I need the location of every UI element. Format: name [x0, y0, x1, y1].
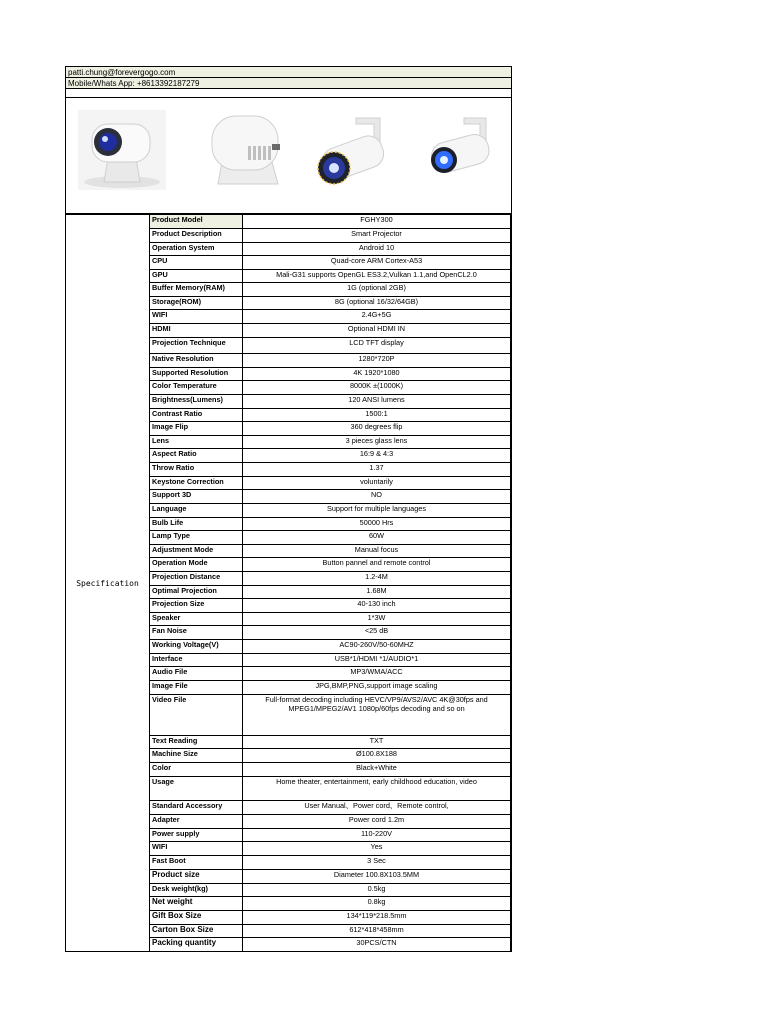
blank-row — [65, 88, 511, 97]
spec-value: Ø100.8X188 — [243, 749, 511, 763]
spec-label: Supported Resolution — [150, 368, 243, 381]
spec-label: Video File — [150, 695, 243, 736]
projector-front-view — [78, 110, 166, 190]
spec-label: GPU — [150, 270, 243, 283]
spec-label: Net weight — [150, 897, 243, 911]
spec-label: Text Reading — [150, 736, 243, 749]
spec-value: 3 Sec — [243, 856, 511, 870]
spec-label: Buffer Memory(RAM) — [150, 283, 243, 297]
spec-value: NO — [243, 490, 511, 504]
spec-value: 612*418*458mm — [243, 925, 511, 938]
spec-label: Language — [150, 504, 243, 518]
spec-label: Product Description — [150, 229, 243, 243]
spec-label: Throw Ratio — [150, 463, 243, 477]
spec-label: Adapter — [150, 815, 243, 829]
spec-label: Working Voltage(V) — [150, 640, 243, 654]
spec-value: Manual focus — [243, 545, 511, 558]
spec-value: Home theater, entertainment, early childhood education, video — [243, 777, 511, 801]
spec-value: 1.2-4M — [243, 572, 511, 586]
spec-label: Packing quantity — [150, 938, 243, 952]
email-line: patti.chung@forevergogo.com — [65, 66, 511, 77]
spec-label: Gift Box Size — [150, 911, 243, 925]
spec-row — [66, 215, 511, 229]
spec-label: Bulb Life — [150, 518, 243, 531]
projector-lens-lit-view — [424, 116, 500, 186]
spec-value: 120 ANSI lumens — [243, 395, 511, 409]
spec-value: 50000 Hrs — [243, 518, 511, 531]
spec-label: Storage(ROM) — [150, 297, 243, 310]
spec-value: MP3/WMA/ACC — [243, 667, 511, 681]
spec-label: Usage — [150, 777, 243, 801]
spec-label: Desk weight(kg) — [150, 884, 243, 897]
spec-label: Brightness(Lumens) — [150, 395, 243, 409]
spec-value: 1*3W — [243, 613, 511, 626]
spec-label: CPU — [150, 256, 243, 270]
spec-value: 3 pieces glass lens — [243, 436, 511, 449]
spec-value: 1.68M — [243, 586, 511, 599]
spec-label: Projection Technique — [150, 338, 243, 354]
spec-value: 8000K ±(1000K) — [243, 381, 511, 395]
spec-label: Optimal Projection — [150, 586, 243, 599]
spec-label: Power supply — [150, 829, 243, 842]
spec-value: TXT — [243, 736, 511, 749]
spec-label: Lamp Type — [150, 531, 243, 545]
spec-label: Aspect Ratio — [150, 449, 243, 463]
spec-label: HDMI — [150, 324, 243, 338]
spec-value: Android 10 — [243, 243, 511, 256]
spec-label: Carton Box Size — [150, 925, 243, 938]
spec-label: Operation System — [150, 243, 243, 256]
spec-value: LCD TFT display — [243, 338, 511, 354]
spec-label: Projection Size — [150, 599, 243, 613]
spec-value: 16:9 & 4:3 — [243, 449, 511, 463]
spec-label: WIFI — [150, 842, 243, 856]
spec-value: Quad-core ARM Cortex-A53 — [243, 256, 511, 270]
spec-label: WIFI — [150, 310, 243, 324]
spec-value: Smart Projector — [243, 229, 511, 243]
spec-label: Machine Size — [150, 749, 243, 763]
spec-value: User Manual、Power cord、Remote control, — [243, 801, 511, 815]
spec-value: 0.5kg — [243, 884, 511, 897]
spec-value: JPG,BMP,PNG,support image scaling — [243, 681, 511, 695]
spec-label: Fan Noise — [150, 626, 243, 640]
spec-value: 40-130 inch — [243, 599, 511, 613]
spec-label: Color — [150, 763, 243, 777]
spec-value: 30PCS/CTN — [243, 938, 511, 952]
spec-label: Keystone Correction — [150, 477, 243, 490]
spec-value: 360 degrees flip — [243, 422, 511, 436]
spec-value: FGHY300 — [243, 215, 511, 229]
spec-value: Diameter 100.8X103.5MM — [243, 870, 511, 884]
spec-value: Yes — [243, 842, 511, 856]
spec-value: 110-220V — [243, 829, 511, 842]
spec-value: 1280*720P — [243, 354, 511, 368]
projector-tilted-view — [312, 114, 392, 192]
spec-value: 1G (optional 2GB) — [243, 283, 511, 297]
spec-value: <25 dB — [243, 626, 511, 640]
spec-label: Adjustment Mode — [150, 545, 243, 558]
spec-value: AC90-260V/50-60MHZ — [243, 640, 511, 654]
spec-value: 4K 1920*1080 — [243, 368, 511, 381]
spec-label: Image Flip — [150, 422, 243, 436]
spec-label: Native Resolution — [150, 354, 243, 368]
spec-value: 1.37 — [243, 463, 511, 477]
spec-value: 60W — [243, 531, 511, 545]
spec-value: Optional HDMI IN — [243, 324, 511, 338]
spec-label: Support 3D — [150, 490, 243, 504]
spec-table — [65, 214, 511, 952]
spec-value: Support for multiple languages — [243, 504, 511, 518]
spec-value: Button pannel and remote control — [243, 558, 511, 572]
spec-value: 8G (optional 16/32/64GB) — [243, 297, 511, 310]
projector-side-view — [202, 110, 290, 190]
spec-value: Power cord 1.2m — [243, 815, 511, 829]
spec-value: 0.8kg — [243, 897, 511, 911]
spec-label: Contrast Ratio — [150, 409, 243, 422]
spec-value: USB*1/HDMI *1/AUDIO*1 — [243, 654, 511, 667]
spec-label: Fast Boot — [150, 856, 243, 870]
spec-label: Standard Accessory — [150, 801, 243, 815]
phone-line: Mobile/Whats App: +8613392187279 — [65, 77, 511, 88]
spec-sheet — [65, 66, 512, 952]
spec-label: Product size — [150, 870, 243, 884]
spec-value: Black+White — [243, 763, 511, 777]
spec-label: Color Temperature — [150, 381, 243, 395]
spec-value: voluntarily — [243, 477, 511, 490]
spec-label: Audio File — [150, 667, 243, 681]
spec-label: Image File — [150, 681, 243, 695]
spec-label: Product Model — [150, 215, 243, 229]
spec-value: 2.4G+5G — [243, 310, 511, 324]
spec-value: Mali-G31 supports OpenGL ES3.2,Vulkan 1.1,and OpenCL2.0 — [243, 270, 511, 283]
spec-label: Operation Mode — [150, 558, 243, 572]
spec-value: 134*119*218.5mm — [243, 911, 511, 925]
section-label: Specification — [66, 215, 150, 952]
spec-label: Interface — [150, 654, 243, 667]
spec-label: Lens — [150, 436, 243, 449]
spec-value: 1500:1 — [243, 409, 511, 422]
product-images-row — [65, 97, 511, 214]
spec-value: Full-format decoding including HEVC/VP9/AVS2/AVC 4K@30fps and MPEG1/MPEG2/AV1 1080p/60fps decoding and so on — [243, 695, 511, 736]
spec-label: Projection Distance — [150, 572, 243, 586]
spec-label: Speaker — [150, 613, 243, 626]
